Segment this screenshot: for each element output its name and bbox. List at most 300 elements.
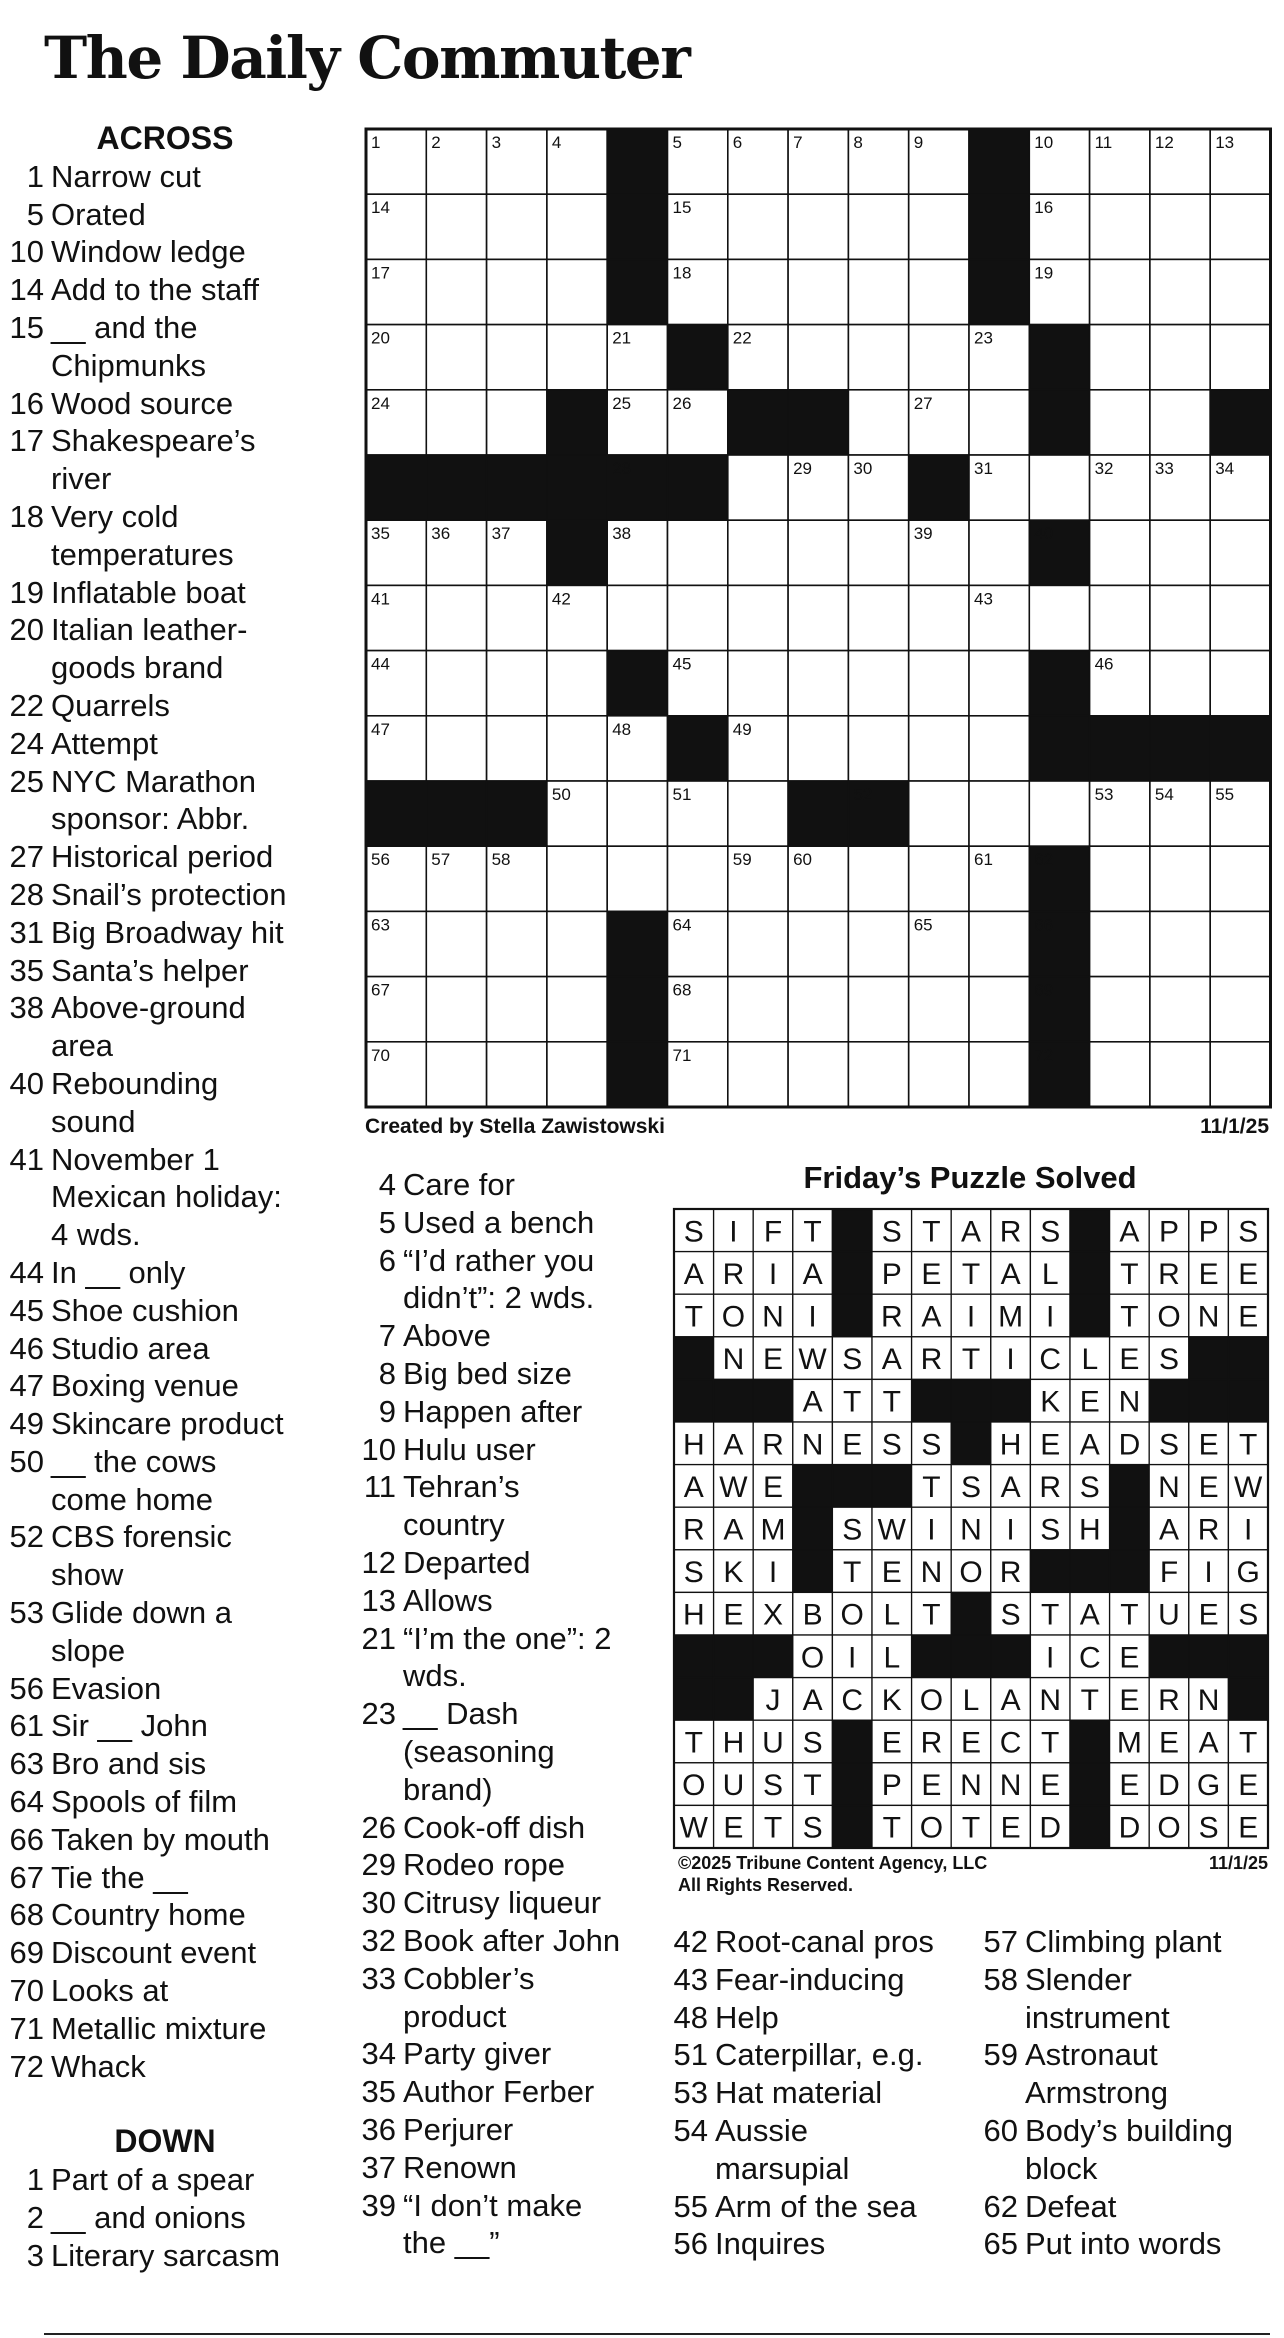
grid-cell[interactable] [909, 716, 969, 781]
grid-cell[interactable] [426, 716, 486, 781]
cell-number: 60 [793, 850, 813, 870]
grid-cell[interactable] [1150, 259, 1210, 324]
cell-number: 25 [612, 393, 632, 413]
grid-cell[interactable] [1210, 585, 1270, 650]
cell-number: 54 [1154, 785, 1174, 804]
clue-number: 12 [361, 1544, 396, 1580]
grid-cell[interactable] [788, 716, 848, 781]
solution-letter: S [1158, 1428, 1180, 1462]
clue-line [0, 1216, 330, 1254]
grid-cell[interactable] [969, 781, 1029, 846]
cell-number: 21 [612, 328, 632, 348]
grid-cell[interactable] [848, 259, 908, 324]
solution-black-square [1070, 1763, 1110, 1806]
grid-cell[interactable] [426, 651, 486, 716]
clue-number: 41 [9, 1141, 44, 1177]
grid-cell[interactable] [909, 1042, 969, 1107]
solution-black-square [1110, 1465, 1150, 1508]
grid-cell[interactable] [426, 194, 486, 259]
grid-cell[interactable] [909, 194, 969, 259]
clue-line [664, 2188, 964, 2226]
grid-cell[interactable] [969, 716, 1029, 781]
clue-line [0, 763, 330, 801]
grid-cell[interactable] [848, 651, 908, 716]
grid-cell[interactable] [1090, 1042, 1150, 1107]
solution-letter: P [881, 1769, 902, 1803]
clue-text: Narrow cut [51, 158, 201, 194]
grid-cell[interactable] [909, 325, 969, 390]
cell-number: 19 [1034, 263, 1054, 283]
clue-line [352, 1582, 652, 1620]
cell-number: 63 [371, 915, 390, 935]
grid-cell[interactable] [1210, 520, 1270, 585]
grid-cell[interactable] [788, 259, 848, 324]
cell-number: 24 [371, 393, 390, 413]
clue-number [0, 536, 51, 574]
solution-letter: E [881, 1726, 902, 1760]
solution-letter: G [1236, 1556, 1260, 1590]
cell-number: 45 [672, 654, 692, 674]
grid-cell[interactable] [969, 911, 1029, 976]
grid-cell[interactable] [848, 325, 908, 390]
solution-letter: S [1198, 1811, 1219, 1845]
solution-letter: R [999, 1556, 1022, 1590]
grid-cell[interactable] [788, 325, 848, 390]
grid-cell[interactable] [1150, 194, 1210, 259]
clue-number: 66 [9, 1821, 44, 1857]
grid-cell[interactable] [848, 716, 908, 781]
clue-text: “I’m the one”: 2 [403, 1620, 612, 1656]
clue-number: 43 [673, 1961, 708, 1997]
grid-cell[interactable] [426, 325, 486, 390]
clue-text: Big bed size [403, 1355, 572, 1391]
clue-number [974, 2074, 1025, 2112]
grid-cell[interactable] [487, 259, 547, 324]
grid-cell[interactable] [547, 911, 607, 976]
grid-cell[interactable] [728, 977, 788, 1042]
solution-letter: N [762, 1300, 784, 1334]
solution-letter: D [1158, 1769, 1180, 1803]
solution-letter: H [682, 1428, 705, 1462]
cell-number: 31 [974, 459, 993, 478]
grid-cell[interactable] [607, 585, 667, 650]
solution-letter: I [848, 1641, 857, 1675]
clue-number: 72 [9, 2048, 44, 2084]
grid-cell[interactable] [788, 977, 848, 1042]
grid-cell[interactable] [848, 520, 908, 585]
grid-cell[interactable] [1150, 325, 1210, 390]
clue-line [0, 838, 330, 876]
clue-line [0, 725, 330, 763]
solution-letter: I [1046, 1641, 1055, 1675]
grid-cell[interactable] [969, 1042, 1029, 1107]
solution-letter: H [722, 1726, 745, 1760]
solution-letter: T [922, 1215, 941, 1249]
grid-cell[interactable] [426, 259, 486, 324]
grid-cell[interactable] [1090, 520, 1150, 585]
cell-number: 1 [371, 133, 381, 152]
cell-number: 39 [913, 524, 933, 544]
black-square [607, 259, 667, 324]
grid-cell[interactable] [728, 520, 788, 585]
grid-cell[interactable] [969, 977, 1029, 1042]
cell-number: 5 [672, 133, 682, 152]
grid-cell[interactable] [728, 1042, 788, 1107]
grid-cell[interactable] [909, 259, 969, 324]
clue-line [352, 1393, 652, 1431]
solution-letter: A [1000, 1257, 1021, 1291]
solution-black-square [1228, 1635, 1268, 1678]
grid-cell[interactable] [487, 716, 547, 781]
grid-cell[interactable] [1210, 911, 1270, 976]
black-square [668, 716, 728, 781]
clue-text: Add to the staff [51, 272, 259, 308]
clue-line [352, 2149, 652, 2187]
grid-cell[interactable] [1210, 846, 1270, 911]
solution-letter: R [920, 1343, 943, 1377]
grid-cell[interactable] [848, 977, 908, 1042]
grid-cell[interactable] [668, 520, 728, 585]
cell-number: 71 [672, 1045, 692, 1065]
solution-letter: E [1119, 1343, 1140, 1377]
clue-text: Boxing venue [51, 1368, 239, 1404]
grid-cell[interactable] [487, 651, 547, 716]
grid-cell[interactable] [1210, 1042, 1270, 1107]
solution-black-square [832, 1720, 872, 1763]
cell-number: 36 [431, 524, 451, 544]
solution-letter: T [882, 1385, 901, 1419]
grid-cell[interactable] [607, 781, 667, 846]
cell-number: 23 [974, 328, 993, 348]
clue-text: wds. [403, 1658, 467, 1694]
solution-letter: K [1040, 1385, 1061, 1419]
grid-cell[interactable] [1150, 585, 1210, 650]
clue-text: Above-ground [51, 990, 246, 1026]
solution-black-square [1070, 1209, 1110, 1252]
grid-cell[interactable] [848, 911, 908, 976]
solution-letter: N [1158, 1470, 1180, 1504]
grid-cell[interactable] [668, 846, 728, 911]
cell-number: 64 [672, 915, 692, 935]
solution-letter: B [802, 1598, 823, 1632]
cell-number: 58 [491, 850, 511, 870]
grid-cell[interactable] [1210, 651, 1270, 716]
grid-cell[interactable] [1150, 977, 1210, 1042]
clue-text: Literary sarcasm [51, 2237, 281, 2273]
solution-letter: S [881, 1428, 902, 1462]
clue-text: In __ only [51, 1254, 186, 1290]
clue-line [664, 2225, 964, 2263]
solution-letter: U [762, 1726, 784, 1760]
grid-cell[interactable] [1029, 455, 1089, 520]
cell-number: 44 [371, 654, 390, 674]
clue-text: Slender [1025, 1961, 1132, 1997]
grid-cell[interactable] [788, 585, 848, 650]
solution-black-square [1030, 1550, 1070, 1593]
grid-cell[interactable] [1210, 977, 1270, 1042]
cell-number: 41 [371, 589, 390, 609]
grid-cell[interactable] [487, 1042, 547, 1107]
clue-text: marsupial [715, 2150, 850, 2186]
clue-text: Hulu user [403, 1431, 536, 1467]
solution-letter: N [801, 1428, 824, 1462]
solution-letter: T [882, 1811, 901, 1845]
grid-cell[interactable] [1090, 194, 1150, 259]
clue-line [352, 1506, 652, 1544]
clue-line [0, 1745, 330, 1783]
grid-cell[interactable] [788, 1042, 848, 1107]
clue-text: __ and the [51, 309, 198, 345]
clue-line [0, 914, 330, 952]
clue-text: Bro and sis [51, 1746, 207, 1782]
clue-number: 59 [983, 2037, 1018, 2073]
black-square [969, 259, 1029, 324]
solution-letter: E [762, 1343, 784, 1377]
clue-text: country [403, 1507, 505, 1543]
grid-cell[interactable] [848, 1042, 908, 1107]
grid-cell[interactable] [969, 520, 1029, 585]
grid-cell[interactable] [487, 977, 547, 1042]
grid-cell[interactable] [1090, 977, 1150, 1042]
clue-text: Arm of the sea [715, 2188, 917, 2224]
clue-text: Care for [403, 1167, 515, 1202]
clue-line [0, 1178, 330, 1216]
clue-text: November 1 [51, 1141, 220, 1177]
clue-text: Renown [403, 2149, 517, 2185]
clue-number: 33 [361, 1960, 396, 1996]
grid-cell[interactable] [1150, 520, 1210, 585]
clue-line [0, 1330, 330, 1368]
black-square [607, 651, 667, 716]
clue-number: 55 [673, 2188, 708, 2224]
black-square [426, 455, 486, 520]
clue-text: Aussie [715, 2112, 809, 2148]
clue-number: 34 [361, 2036, 396, 2072]
solution-letter: A [960, 1215, 982, 1249]
clue-text: Tehran’s [403, 1469, 520, 1505]
clue-number: 5 [378, 1204, 396, 1240]
clue-line [0, 989, 330, 1027]
grid-cell[interactable] [728, 781, 788, 846]
grid-cell[interactable] [426, 585, 486, 650]
grid-cell[interactable] [426, 911, 486, 976]
grid-cell[interactable] [1210, 194, 1270, 259]
clue-line [0, 1934, 330, 1972]
clue-number: 3 [26, 2237, 44, 2273]
solution-black-square [674, 1678, 714, 1721]
clue-number: 47 [9, 1368, 44, 1404]
solution-letter: E [1198, 1428, 1219, 1462]
clue-text: Italian leather- [51, 612, 248, 648]
solution-letter: S [1238, 1215, 1259, 1249]
clue-line [974, 2188, 1274, 2226]
grid-cell[interactable] [547, 194, 607, 259]
grid-cell[interactable] [909, 846, 969, 911]
grid-cell[interactable] [547, 716, 607, 781]
grid-cell[interactable] [909, 585, 969, 650]
grid-cell[interactable] [487, 325, 547, 390]
clue-line [0, 1443, 330, 1481]
grid-cell[interactable] [426, 977, 486, 1042]
black-square [547, 520, 607, 585]
solution-letter: O [1157, 1300, 1181, 1334]
grid-cell[interactable] [1150, 390, 1210, 455]
clue-number: 46 [9, 1330, 44, 1366]
solution-black-square [753, 1379, 793, 1422]
grid-cell[interactable] [728, 585, 788, 650]
grid-cell[interactable] [1090, 585, 1150, 650]
solution-letter: S [1000, 1598, 1021, 1632]
solution-black-square [951, 1635, 991, 1678]
clue-text: Above [403, 1318, 491, 1354]
clue-line [974, 2074, 1274, 2112]
grid-cell[interactable] [909, 651, 969, 716]
clue-number [0, 1632, 51, 1670]
grid-cell[interactable] [607, 846, 667, 911]
grid-cell[interactable] [1150, 911, 1210, 976]
grid-cell[interactable] [426, 390, 486, 455]
clue-line [352, 1468, 652, 1506]
clue-line [974, 1999, 1274, 2037]
grid-cell[interactable] [487, 585, 547, 650]
solution-letter: S [802, 1811, 823, 1845]
solution-black-square [793, 1550, 833, 1593]
solution-black-square [991, 1379, 1031, 1422]
solution-black-square [912, 1635, 952, 1678]
clue-number: 48 [673, 1999, 708, 2035]
grid-cell[interactable] [1210, 259, 1270, 324]
grid-cell[interactable] [547, 259, 607, 324]
grid-cell[interactable] [1150, 651, 1210, 716]
grid-cell[interactable] [848, 846, 908, 911]
cell-number: 61 [974, 850, 993, 870]
solution-letter: S [842, 1513, 863, 1547]
grid-cell[interactable] [1090, 325, 1150, 390]
grid-cell[interactable] [788, 911, 848, 976]
solution-letter: T [1120, 1598, 1139, 1632]
grid-cell[interactable] [547, 325, 607, 390]
black-square [607, 977, 667, 1042]
grid-cell[interactable] [1150, 1042, 1210, 1107]
clue-number [974, 2150, 1025, 2188]
clue-number: 15 [9, 309, 44, 345]
across-list [0, 158, 330, 2086]
clue-number: 60 [983, 2112, 1018, 2148]
solution-black-square [1149, 1635, 1189, 1678]
grid-cell[interactable] [728, 259, 788, 324]
clue-text: Quarrels [51, 687, 170, 723]
black-square [607, 194, 667, 259]
solution-letter: H [682, 1598, 705, 1632]
grid-cell[interactable] [909, 781, 969, 846]
solution-black-square [1228, 1337, 1268, 1380]
clue-line [352, 1620, 652, 1658]
grid-cell[interactable] [1090, 259, 1150, 324]
grid-cell[interactable] [848, 585, 908, 650]
grid-cell[interactable] [728, 194, 788, 259]
grid-cell[interactable] [426, 1042, 486, 1107]
clue-text: Cobbler’s [403, 1960, 535, 1996]
clue-line [0, 800, 330, 838]
grid-cell[interactable] [728, 911, 788, 976]
solution-letter: T [961, 1257, 981, 1291]
grid-cell[interactable] [969, 651, 1029, 716]
grid-cell[interactable] [969, 390, 1029, 455]
solution-letter: I [1046, 1300, 1055, 1334]
clue-number: 10 [9, 234, 44, 270]
black-square [1029, 325, 1089, 390]
grid-cell[interactable] [1210, 325, 1270, 390]
solution-black-square [1228, 1678, 1268, 1721]
clue-line [352, 1657, 652, 1695]
grid-cell[interactable] [1090, 846, 1150, 911]
clue-line [352, 2111, 652, 2149]
clue-line [0, 1481, 330, 1519]
clue-number: 16 [9, 385, 44, 421]
down-list-4 [974, 1923, 1274, 2263]
grid-cell[interactable] [1029, 585, 1089, 650]
grid-cell[interactable] [668, 585, 728, 650]
clue-number: 67 [9, 1859, 44, 1895]
clue-text: Attempt [51, 725, 158, 761]
grid-cell[interactable] [848, 194, 908, 259]
clue-number: 1 [26, 2162, 44, 2198]
clue-text: Mexican holiday: [51, 1179, 282, 1215]
solution-letter: A [1119, 1215, 1140, 1249]
solution-letter: T [1120, 1300, 1139, 1334]
solution-letter: A [1158, 1513, 1180, 1547]
grid-cell[interactable] [1029, 781, 1089, 846]
grid-cell[interactable] [788, 194, 848, 259]
clue-line [352, 1809, 652, 1847]
black-square [607, 1042, 667, 1107]
grid-cell[interactable] [788, 651, 848, 716]
grid-cell[interactable] [487, 911, 547, 976]
grid-cell[interactable] [1090, 390, 1150, 455]
grid-cell[interactable] [728, 651, 788, 716]
grid-cell[interactable] [788, 520, 848, 585]
grid-cell[interactable] [547, 1042, 607, 1107]
down-clues-3 [664, 1923, 964, 2263]
solution-black-square [832, 1465, 872, 1508]
solution-letter: U [1158, 1598, 1180, 1632]
grid-cell[interactable] [547, 846, 607, 911]
solved-puzzle-title: Friday’s Puzzle Solved [803, 1160, 1137, 1195]
grid-cell[interactable] [487, 390, 547, 455]
grid-cell[interactable] [728, 455, 788, 520]
cell-number: 7 [793, 133, 803, 152]
grid-cell[interactable] [1150, 846, 1210, 911]
grid-cell[interactable] [1090, 911, 1150, 976]
solution-letter: S [1238, 1598, 1259, 1632]
grid-cell[interactable] [547, 651, 607, 716]
grid-cell[interactable] [848, 390, 908, 455]
cell-number: 22 [732, 328, 752, 348]
clue-text: sponsor: Abbr. [51, 801, 250, 837]
solution-letter: N [1197, 1683, 1220, 1717]
clue-number [352, 1506, 403, 1544]
clue-number: 21 [361, 1620, 396, 1656]
solution-letter: F [1159, 1556, 1179, 1590]
clue-number [352, 1657, 403, 1695]
grid-cell[interactable] [547, 977, 607, 1042]
clue-line [0, 1367, 330, 1405]
grid-cell[interactable] [487, 194, 547, 259]
grid-cell[interactable] [909, 977, 969, 1042]
solution-black-square [1110, 1507, 1150, 1550]
clue-line [352, 2035, 652, 2073]
author-credit: Created by Stella Zawistowski [365, 1115, 665, 1138]
